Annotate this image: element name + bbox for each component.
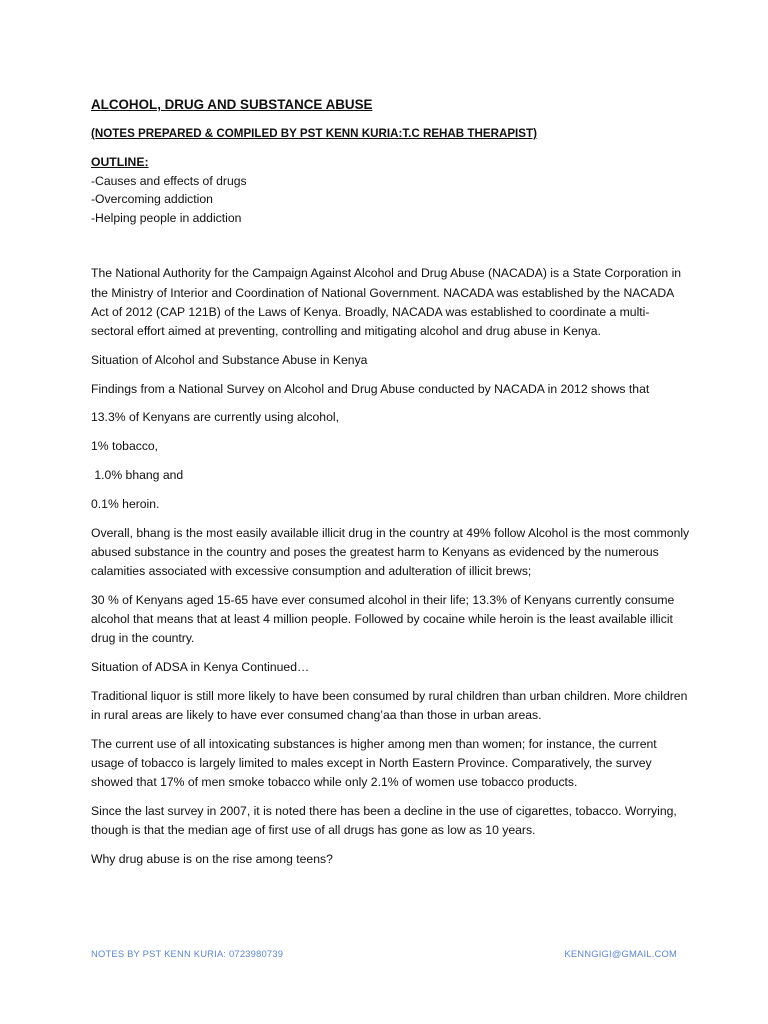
paragraph-stat-bhang: 1.0% bhang and	[91, 467, 184, 482]
footer-left-text: NOTES BY PST KENN KURIA: 0723980739	[91, 948, 284, 959]
footer-right-email: KENNGIGI@GMAIL.COM	[564, 948, 677, 959]
paragraph-gender-usage: The current use of all intoxicating substances is higher among men than women; for instance, the current usage of tobacco is largely limited to males except in North Eastern Province. Comparatively, the survey showed that 17% of men smoke tobacco while only 2.1% of women use tobacco products.	[91, 736, 657, 790]
paragraph-situation-continued: Situation of ADSA in Kenya Continued…	[91, 659, 310, 674]
paragraph-overall-bhang: Overall, bhang is the most easily available illicit drug in the country at 49% follow Alcohol is the most commonly abused substance in the country and poses the greatest harm to Kenyans as evidenced by the numerous calamities associated with excessive consumption and adulteration of illicit brews;	[91, 525, 690, 578]
paragraph-why-question: Why drug abuse is on the rise among teens?	[91, 851, 333, 866]
paragraph-stat-heroin: 0.1% heroin.	[91, 496, 160, 511]
paragraph-traditional-liquor: Traditional liquor is still more likely to have been consumed by rural children than urban children. More children in rural areas are likely to have ever consumed chang’aa than those in urban areas.	[91, 688, 688, 722]
outline-item: -Helping people in addiction	[91, 210, 242, 225]
outline-heading: OUTLINE:	[91, 155, 149, 169]
outline-list	[91, 172, 691, 228]
outline-item: -Overcoming addiction	[91, 192, 213, 207]
paragraph-stat-alcohol: 13.3% of Kenyans are currently using alcohol,	[91, 410, 339, 425]
document-body	[91, 96, 691, 879]
outline-item: -Causes and effects of drugs	[91, 173, 247, 188]
paragraph-alcohol-consumption: 30 % of Kenyans aged 15-65 have ever consumed alcohol in their life; 13.3% of Kenyans currently consume alcohol that means that at least 4 million people. Followed by cocaine while heroin is the least available illicit drug in the country.	[91, 592, 675, 646]
paragraph-survey-findings: Findings from a National Survey on Alcohol and Drug Abuse conducted by NACADA in 2012 shows that	[91, 381, 650, 396]
document-title: ALCOHOL, DRUG AND SUBSTANCE ABUSE	[91, 97, 373, 112]
document-subtitle: (NOTES PREPARED & COMPILED BY PST KENN KURIA:T.C REHAB THERAPIST)	[91, 127, 537, 140]
paragraph-situation-heading: Situation of Alcohol and Substance Abuse in Kenya	[91, 352, 368, 367]
paragraph-nacada-intro: The National Authority for the Campaign Against Alcohol and Drug Abuse (NACADA) is a State Corporation in the Ministry of Interior and Coordination of National Government. NACADA was established by the NACADA Act of 2012 (CAP 121B) of the Laws of Kenya. Broadly, NACADA was established to coordinate a multi-sectoral effort aimed at preventing, controlling and mitigating alcohol and drug abuse in Kenya.	[91, 266, 682, 338]
paragraph-decline-usage: Since the last survey in 2007, it is noted there has been a decline in the use of cigarettes, tobacco. Worrying, though is that the median age of first use of all drugs has gone as low as 10 years.	[91, 803, 677, 838]
paragraph-stat-tobacco: 1% tobacco,	[91, 439, 159, 454]
